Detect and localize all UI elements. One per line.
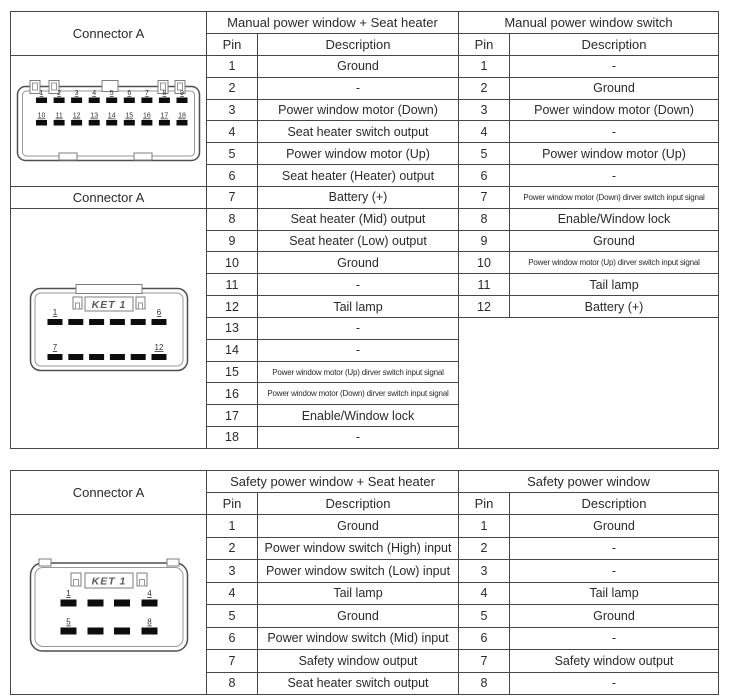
description-cell: - [258, 340, 459, 362]
pin-number: 12 [72, 112, 80, 120]
description-cell: Power window motor (Up) dirver switch input signal [258, 362, 459, 384]
description-cell: - [258, 274, 459, 296]
brand-label: KET 1 [91, 299, 126, 312]
description-cell: Power window motor (Down) dirver switch input signal [510, 187, 719, 209]
pin-cell: 2 [207, 538, 258, 561]
pin-contact [130, 354, 145, 360]
pin-cell: 1 [459, 515, 510, 538]
pin-contact [53, 120, 64, 126]
pin-contact [141, 599, 157, 606]
description-cell: Seat heater (Mid) output [258, 209, 459, 231]
pin-number: 7 [144, 89, 149, 97]
pin-contact [89, 319, 104, 325]
pin-cell: 10 [459, 252, 510, 274]
connector-12pin-diagram [29, 283, 189, 373]
pin-cell: 8 [207, 673, 258, 696]
connector-a-header: Connector A [11, 12, 207, 56]
pin-contact [68, 354, 83, 360]
latch-tab [167, 559, 179, 566]
latch-tab [30, 80, 40, 93]
description-cell: - [258, 78, 459, 100]
pin-contact [141, 97, 152, 103]
description-cell: Power window motor (Up) [258, 143, 459, 165]
pin-cell: 16 [207, 383, 258, 405]
pin-number: 6 [156, 308, 161, 318]
pin-contact [88, 97, 99, 103]
pin-contact [123, 97, 134, 103]
pin-contact [158, 120, 169, 126]
pin-cell: 2 [459, 538, 510, 561]
pin-number: 15 [124, 112, 133, 120]
connector-8pin-diagram [29, 557, 189, 653]
pin-column-header: Pin [459, 34, 510, 56]
pin-cell: 10 [207, 252, 258, 274]
pin-cell: 3 [207, 560, 258, 583]
pin-cell: 14 [207, 340, 258, 362]
pin-contact [60, 627, 76, 634]
pin-contact [60, 599, 76, 606]
pin-column-header: Pin [207, 493, 258, 515]
pin-contact [109, 354, 124, 360]
latch-tab [39, 559, 51, 566]
pin-cell: 7 [207, 187, 258, 209]
pin-contact [87, 627, 103, 634]
description-cell: Safety window output [510, 650, 719, 673]
pin-cell: 12 [459, 296, 510, 318]
description-cell: - [258, 318, 459, 340]
pin-cell: 7 [459, 650, 510, 673]
pin-cell: 11 [207, 274, 258, 296]
description-cell: Power window motor (Down) [510, 100, 719, 122]
description-cell: Power window motor (Down) [258, 100, 459, 122]
description-cell: Power window motor (Down) dirver switch input signal [258, 383, 459, 405]
connector-12pin-diagram-cell [11, 209, 207, 449]
pin-cell: 2 [207, 78, 258, 100]
pin-cell: 11 [459, 274, 510, 296]
top-recess [76, 285, 142, 294]
pin-contact [130, 319, 145, 325]
pin-contact [87, 599, 103, 606]
pin-cell: 5 [207, 143, 258, 165]
pin-cell: 8 [459, 673, 510, 696]
pin-cell: 1 [207, 515, 258, 538]
pin-number: 12 [154, 343, 163, 353]
description-cell: Power window switch (Mid) input [258, 628, 459, 651]
pin-contact [68, 319, 83, 325]
pin-number: 14 [107, 112, 116, 120]
pin-number: 16 [142, 112, 151, 120]
pin-contact [114, 599, 130, 606]
description-cell: Ground [258, 515, 459, 538]
description-cell: Ground [258, 56, 459, 78]
pin-contact [151, 319, 166, 325]
pin-number: 17 [160, 112, 168, 120]
description-cell: Tail lamp [510, 583, 719, 606]
pin-number: 2 [56, 89, 61, 97]
pin-cell: 7 [207, 650, 258, 673]
pin-number: 7 [52, 343, 57, 353]
description-cell: - [510, 628, 719, 651]
empty-cell [459, 318, 719, 449]
description-cell: Ground [510, 605, 719, 628]
description-cell: Enable/Window lock [510, 209, 719, 231]
description-cell: Ground [510, 231, 719, 253]
pin-cell: 4 [207, 121, 258, 143]
description-cell: Ground [258, 252, 459, 274]
pin-contact [176, 120, 187, 126]
pin-contact [36, 120, 47, 126]
pin-cell: 3 [459, 100, 510, 122]
description-cell: Power window motor (Up) dirver switch input signal [510, 252, 719, 274]
pin-cell: 5 [459, 605, 510, 628]
pin-number: 8 [161, 89, 166, 97]
pin-cell: 6 [207, 628, 258, 651]
description-cell: - [510, 121, 719, 143]
pin-number: 11 [54, 112, 63, 120]
pin-contact [123, 120, 134, 126]
description-cell: Ground [258, 605, 459, 628]
description-cell: Battery (+) [510, 296, 719, 318]
pin-contact [89, 354, 104, 360]
connector-18pin-diagram [16, 79, 202, 163]
pin-number: 9 [179, 89, 184, 97]
connector-a-header: Connector A [11, 471, 207, 515]
description-cell: Seat heater (Heater) output [258, 165, 459, 187]
pin-number: 1 [39, 89, 43, 97]
pin-contact [141, 120, 152, 126]
description-cell: - [510, 56, 719, 78]
pin-cell: 17 [207, 405, 258, 427]
pin-cell: 3 [459, 560, 510, 583]
pin-cell: 6 [459, 628, 510, 651]
pin-cell: 4 [207, 583, 258, 606]
connector-a-header: Connector A [11, 187, 207, 209]
brand-label: KET 1 [91, 575, 126, 587]
description-cell: Ground [510, 515, 719, 538]
description-column-header: Description [510, 493, 719, 515]
pin-cell: 4 [459, 121, 510, 143]
pin-cell: 2 [459, 78, 510, 100]
bottom-key [134, 153, 152, 160]
description-cell: Seat heater switch output [258, 673, 459, 696]
description-cell: Safety window output [258, 650, 459, 673]
pin-number: 5 [65, 617, 71, 626]
connector-8pin-diagram-cell [11, 515, 207, 695]
pin-contact [47, 319, 62, 325]
pin-number: 13 [89, 112, 98, 120]
pin-contact [106, 120, 117, 126]
pin-cell: 7 [459, 187, 510, 209]
pin-number: 4 [91, 89, 96, 97]
description-cell: Tail lamp [258, 583, 459, 606]
connector-pinout-table-top [10, 11, 719, 449]
pin-contact [88, 120, 99, 126]
description-cell: Battery (+) [258, 187, 459, 209]
pin-number: 18 [177, 112, 186, 120]
description-cell: Ground [510, 78, 719, 100]
pin-cell: 3 [207, 100, 258, 122]
pin-contact [109, 319, 124, 325]
connector-pinout-table-bottom [10, 470, 719, 695]
pin-cell: 1 [207, 56, 258, 78]
description-cell: - [510, 673, 719, 696]
description-cell: - [510, 538, 719, 561]
pin-contact [53, 97, 64, 103]
pin-contact [158, 97, 169, 103]
pin-number: 3 [74, 89, 79, 97]
subtable-title-manual-switch: Manual power window switch [459, 12, 719, 34]
pin-contact [71, 120, 82, 126]
pin-cell: 9 [207, 231, 258, 253]
pin-number: 10 [37, 112, 45, 120]
description-cell: Power window switch (High) input [258, 538, 459, 561]
pin-cell: 6 [207, 165, 258, 187]
pin-number: 5 [109, 89, 114, 97]
subtable-title-safety-seat-heater: Safety power window + Seat heater [207, 471, 459, 493]
pin-column-header: Pin [459, 493, 510, 515]
description-cell: Tail lamp [510, 274, 719, 296]
description-cell: Seat heater (Low) output [258, 231, 459, 253]
description-column-header: Description [510, 34, 719, 56]
pin-cell: 15 [207, 362, 258, 384]
pin-cell: 4 [459, 583, 510, 606]
connector-18pin-diagram-cell [11, 56, 207, 187]
bottom-key [59, 153, 77, 160]
description-cell: - [510, 560, 719, 583]
pin-contact [106, 97, 117, 103]
pin-cell: 5 [207, 605, 258, 628]
pin-number: 6 [126, 89, 131, 97]
pin-cell: 5 [459, 143, 510, 165]
pin-cell: 18 [207, 427, 258, 449]
pin-contact [71, 97, 82, 103]
pin-column-header: Pin [207, 34, 258, 56]
pin-number: 8 [146, 617, 152, 626]
description-cell: - [258, 427, 459, 449]
pin-number: 1 [65, 588, 71, 598]
subtable-title-manual-seat-heater: Manual power window + Seat heater [207, 12, 459, 34]
description-cell: - [510, 165, 719, 187]
description-cell: Enable/Window lock [258, 405, 459, 427]
pin-contact [176, 97, 187, 103]
pin-cell: 1 [459, 56, 510, 78]
description-column-header: Description [258, 34, 459, 56]
description-cell: Power window switch (Low) input [258, 560, 459, 583]
pin-cell: 8 [459, 209, 510, 231]
subtable-title-safety: Safety power window [459, 471, 719, 493]
description-cell: Power window motor (Up) [510, 143, 719, 165]
pin-cell: 9 [459, 231, 510, 253]
description-column-header: Description [258, 493, 459, 515]
pin-number: 4 [146, 588, 152, 598]
pin-contact [36, 97, 47, 103]
pin-contact [47, 354, 62, 360]
pin-contact [141, 627, 157, 634]
pin-cell: 13 [207, 318, 258, 340]
pin-cell: 8 [207, 209, 258, 231]
pin-contact [151, 354, 166, 360]
pin-number: 1 [52, 308, 57, 318]
description-cell: Tail lamp [258, 296, 459, 318]
pin-cell: 6 [459, 165, 510, 187]
description-cell: Seat heater switch output [258, 121, 459, 143]
pin-contact [114, 627, 130, 634]
pin-cell: 12 [207, 296, 258, 318]
